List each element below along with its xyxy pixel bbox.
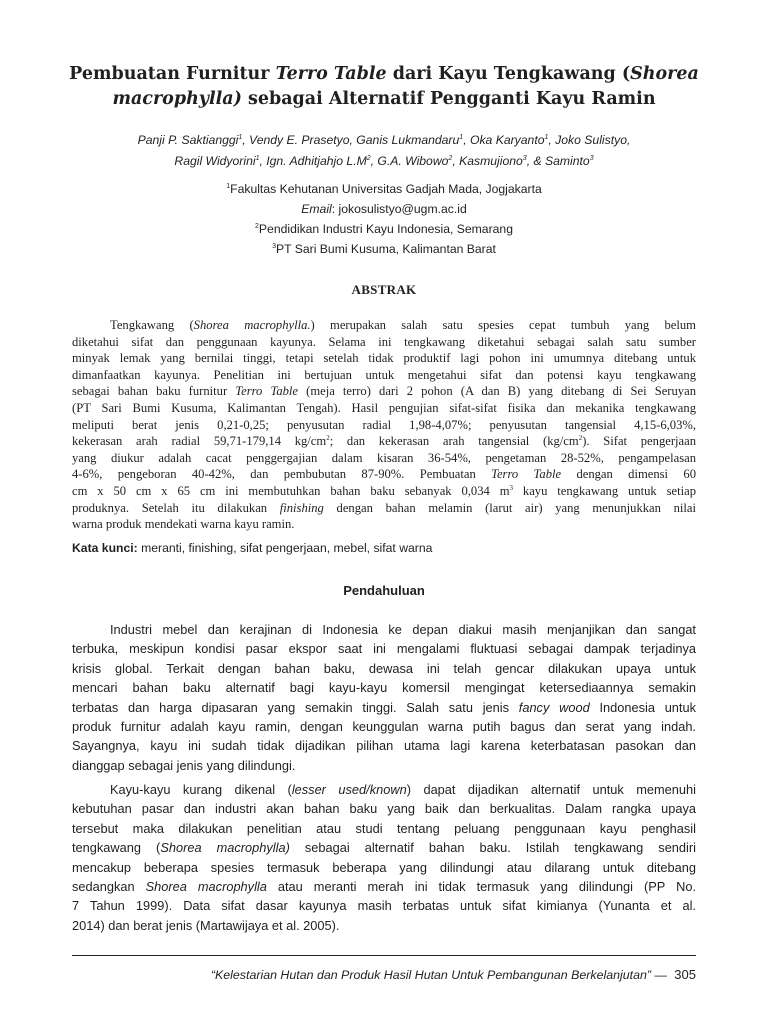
text-line bbox=[72, 896, 696, 915]
text-run: , & Saminto bbox=[526, 154, 590, 168]
text-run: 1 bbox=[544, 133, 549, 141]
text-line bbox=[72, 516, 696, 533]
text-run: 1 bbox=[238, 133, 243, 141]
text-line bbox=[72, 639, 696, 658]
text-run: 2 bbox=[448, 154, 453, 162]
text-run: Industri mebel dan kerajinan di Indonesia ke depan diakui masih menjanjikan dan sangat bbox=[110, 622, 696, 637]
text-run: meliputi berat jenis 0,21-0,25; penyusutan radial 1,98-4,07%; penyusutan tangensial 4,15-6,03%, bbox=[72, 417, 696, 432]
footer-text: “Kelestarian Hutan dan Produk Hasil Hutan Untuk Pembangunan Berkelanjutan” bbox=[210, 968, 652, 982]
text-run: dimanfaatkan kayunya. Penelitian ini bertujuan untuk mengetahui sifat dan potensi kayu tengkawang bbox=[72, 367, 696, 382]
text-run: sedangkan bbox=[72, 878, 146, 894]
text-run: Shorea macrophylla. bbox=[193, 318, 311, 332]
text-line bbox=[72, 317, 696, 334]
text-run: ; dan kekerasan arah tangensial (kg/cm bbox=[329, 434, 579, 449]
text-run: terbuka, meskipun kondisi pasar ekspor saat ini mengalami fluktuasi sebagai dampak terjadinya bbox=[72, 641, 696, 657]
text-run: dengan dimensi 60 bbox=[561, 467, 697, 482]
text-line bbox=[72, 350, 696, 367]
text-run: Terro Table bbox=[275, 64, 387, 84]
text-run: sebagai bahan baku furnitur bbox=[72, 384, 236, 399]
affiliation-2: $^2$Pendidikan Industri Kayu Indonesia, Semarang bbox=[255, 222, 513, 236]
text-line bbox=[72, 417, 696, 434]
text-line bbox=[72, 916, 696, 935]
text-run: , Ign. Adhitjahjo L.M bbox=[259, 154, 367, 168]
text-run: sebagai alternatif bahan baku. Istilah tengkawang sendiri bbox=[289, 840, 696, 856]
text-run: 4-6%, pengeboran 40-42%, dan pembubutan 87-90%. Pembuatan bbox=[72, 467, 492, 482]
text-line bbox=[72, 717, 696, 736]
abstract-body bbox=[72, 317, 696, 533]
text-run: yang diukur adalah cacat penggergajian dalam kisaran 36-54%, pengetaman 28-52%, pengampelasan bbox=[72, 450, 696, 465]
author-list bbox=[60, 130, 708, 172]
text-line bbox=[72, 450, 696, 467]
text-line bbox=[72, 466, 696, 483]
text-run: Panji P. Saktianggi bbox=[137, 133, 239, 147]
section-heading: Pendahuluan bbox=[343, 583, 425, 598]
text-run: ). Sifat pengerjaan bbox=[582, 434, 697, 449]
footer-rule bbox=[72, 955, 696, 956]
text-run: 2 bbox=[366, 154, 371, 162]
text-run: dianggap sebagai jenis yang dilindungi. bbox=[72, 757, 296, 773]
text-run: 1 bbox=[459, 133, 464, 141]
text-line bbox=[72, 659, 696, 678]
text-line bbox=[72, 678, 696, 697]
page-number: 305 bbox=[674, 967, 696, 982]
text-line bbox=[72, 799, 696, 818]
text-run: (meja terro) dari 2 pohon (A dan B) yang ditebang di Sei Seruyan bbox=[298, 384, 696, 399]
text-run: tersebut maka dilakukan penelitian atau studi tentang peluang penggunaan kayu penghasil bbox=[72, 820, 696, 836]
text-run: 3 bbox=[522, 154, 527, 162]
text-line bbox=[72, 334, 696, 351]
text-run: terbatas dan harga dipasaran yang semakin tinggi. Salah satu jenis bbox=[72, 699, 519, 715]
text-run: , G.A. Wibowo bbox=[370, 154, 449, 168]
text-line bbox=[72, 433, 696, 450]
text-line bbox=[72, 756, 696, 775]
text-line bbox=[72, 483, 696, 500]
text-run: Kayu-kayu kurang dikenal ( bbox=[110, 782, 292, 797]
text-line bbox=[72, 620, 696, 639]
text-run: ) dapat dijadikan alternatif untuk memenuhi bbox=[406, 782, 696, 797]
text-run: Shorea macrophylla bbox=[145, 878, 267, 894]
abstract-heading: ABSTRAK bbox=[351, 282, 417, 297]
text-run: 2014) dan berat jenis (Martawijaya et al. 2005). bbox=[72, 917, 340, 933]
text-run: Tengkawang ( bbox=[110, 318, 194, 332]
text-line bbox=[72, 736, 696, 755]
text-line bbox=[72, 819, 696, 838]
text-run: Pembuatan Furnitur bbox=[69, 64, 276, 84]
text-line bbox=[72, 383, 696, 400]
text-run: warna produk mendekati warna kayu ramin. bbox=[72, 517, 295, 532]
text-line bbox=[72, 367, 696, 384]
text-run: 7 Tahun 1999). Data sifat dasar kayunya masih terbatas untuk sifat kimianya (Yunanta et al. bbox=[72, 898, 696, 914]
text-run: lesser used/known bbox=[291, 782, 407, 797]
email-address: : jokosulistyo@ugm.ac.id bbox=[331, 202, 467, 216]
text-run: minyak lemak yang bernilai tinggi, tetapi setelah tidak produktif lagi pohon ini umumnya ditebang untuk bbox=[72, 351, 696, 366]
keywords-label: Kata kunci: bbox=[72, 541, 138, 555]
author-line bbox=[60, 151, 708, 172]
text-run: cm x 50 cm x 65 cm ini membutuhkan bahan baku sebanyak 0,034 m bbox=[72, 483, 510, 498]
text-run: , Joko Sulistyo, bbox=[548, 133, 631, 147]
text-run: Terro Table bbox=[491, 467, 562, 482]
text-run: , Vendy E. Prasetyo, Ganis Lukmandaru bbox=[242, 133, 460, 147]
text-run: 3 bbox=[509, 483, 514, 492]
text-run: sebagai Alternatif Pengganti Kayu Ramin bbox=[241, 89, 656, 109]
affiliation-1: $^1$Fakultas Kehutanan Universitas Gadjah Mada, Jogjakarta bbox=[226, 182, 542, 196]
title-line bbox=[60, 87, 708, 112]
text-run: kebutuhan pasar dan industri akan bahan baku yang baik dan berkualitas. Dalam rangka upaya bbox=[72, 801, 696, 817]
text-run: , Kasmujiono bbox=[452, 154, 523, 168]
text-run: mencari bahan baku alternatif bagi kayu-kayu komersil mengingat ketersediaannya semakin bbox=[72, 680, 696, 696]
keywords bbox=[72, 540, 696, 556]
text-run: produknya. Setelah itu dilakukan bbox=[72, 500, 280, 515]
text-line bbox=[72, 838, 696, 857]
title-line bbox=[60, 62, 708, 87]
text-run: kekerasan arah radial 59,71-179,14 kg/cm bbox=[72, 434, 327, 449]
text-run: 2 bbox=[326, 433, 330, 442]
text-run: diketahui sifat dan penggunaan kayunya. Selama ini tengkawang diketahui sebagai salah satu sumber bbox=[72, 334, 696, 349]
paragraph-2 bbox=[72, 780, 696, 935]
text-run: , Oka Karyanto bbox=[463, 133, 545, 147]
text-line bbox=[72, 500, 696, 517]
text-run: dari Kayu Tengkawang ( bbox=[386, 64, 631, 84]
text-run: (PT Sari Bumi Kusuma, Kalimantan Tengah). Hasil pengujian sifat-sifat fisika dan mekanika tengkawang bbox=[72, 400, 696, 415]
text-run: 1 bbox=[255, 154, 260, 162]
text-run: fancy wood bbox=[518, 699, 590, 715]
author-line bbox=[60, 130, 708, 151]
email-label: Email bbox=[301, 202, 332, 216]
text-run: atau meranti merah ini tidak termasuk yang dilindungi (PP No. bbox=[266, 878, 697, 894]
keywords-value: meranti, finishing, sifat pengerjaan, mebel, sifat warna bbox=[137, 541, 433, 555]
text-run: Terro Table bbox=[235, 384, 299, 399]
text-run: Shorea bbox=[630, 64, 699, 84]
text-run: Sayangnya, kayu ini sudah tidak dijadikan pilihan utama lagi karena keterbatasan pasokan dan bbox=[72, 738, 696, 754]
text-line bbox=[72, 858, 696, 877]
text-run: Shorea macrophylla) bbox=[160, 840, 290, 856]
text-run: produk furnitur adalah kayu ramin, dengan keunggulan warna putih bagus dan serat yang indah. bbox=[72, 718, 696, 734]
affiliations bbox=[60, 179, 708, 259]
text-run: mencakup beberapa spesies termasuk beberapa yang dilindungi atau dilarang untuk ditebang bbox=[72, 859, 696, 875]
text-run: dengan bahan melamin (larut air) yang menunjukkan nilai bbox=[323, 500, 696, 515]
affiliation-3: $^3$PT Sari Bumi Kusuma, Kalimantan Barat bbox=[272, 242, 496, 256]
text-run: krisis global. Terkait dengan bahan baku, dewasa ini telah gencar dilakukan upaya untuk bbox=[72, 660, 696, 676]
text-run: Indonesia untuk bbox=[589, 699, 696, 715]
text-run: 3 bbox=[589, 154, 594, 162]
email-line bbox=[60, 199, 708, 219]
text-run: macrophylla) bbox=[112, 89, 242, 109]
page-footer bbox=[211, 967, 696, 982]
text-run: tengkawang ( bbox=[72, 840, 161, 856]
text-run: finishing bbox=[279, 500, 324, 515]
text-line bbox=[72, 698, 696, 717]
text-run: 2 bbox=[578, 433, 583, 442]
paragraph-1 bbox=[72, 620, 696, 775]
text-line bbox=[72, 400, 696, 417]
text-run: kayu tengkawang untuk setiap bbox=[513, 483, 696, 498]
text-line bbox=[72, 780, 696, 799]
footer-dash: — bbox=[651, 968, 671, 982]
paper-title bbox=[60, 62, 708, 112]
text-line bbox=[72, 877, 696, 896]
text-run: ) merupakan salah satu spesies cepat tumbuh yang belum bbox=[310, 318, 696, 332]
text-run: Ragil Widyorini bbox=[174, 154, 256, 168]
